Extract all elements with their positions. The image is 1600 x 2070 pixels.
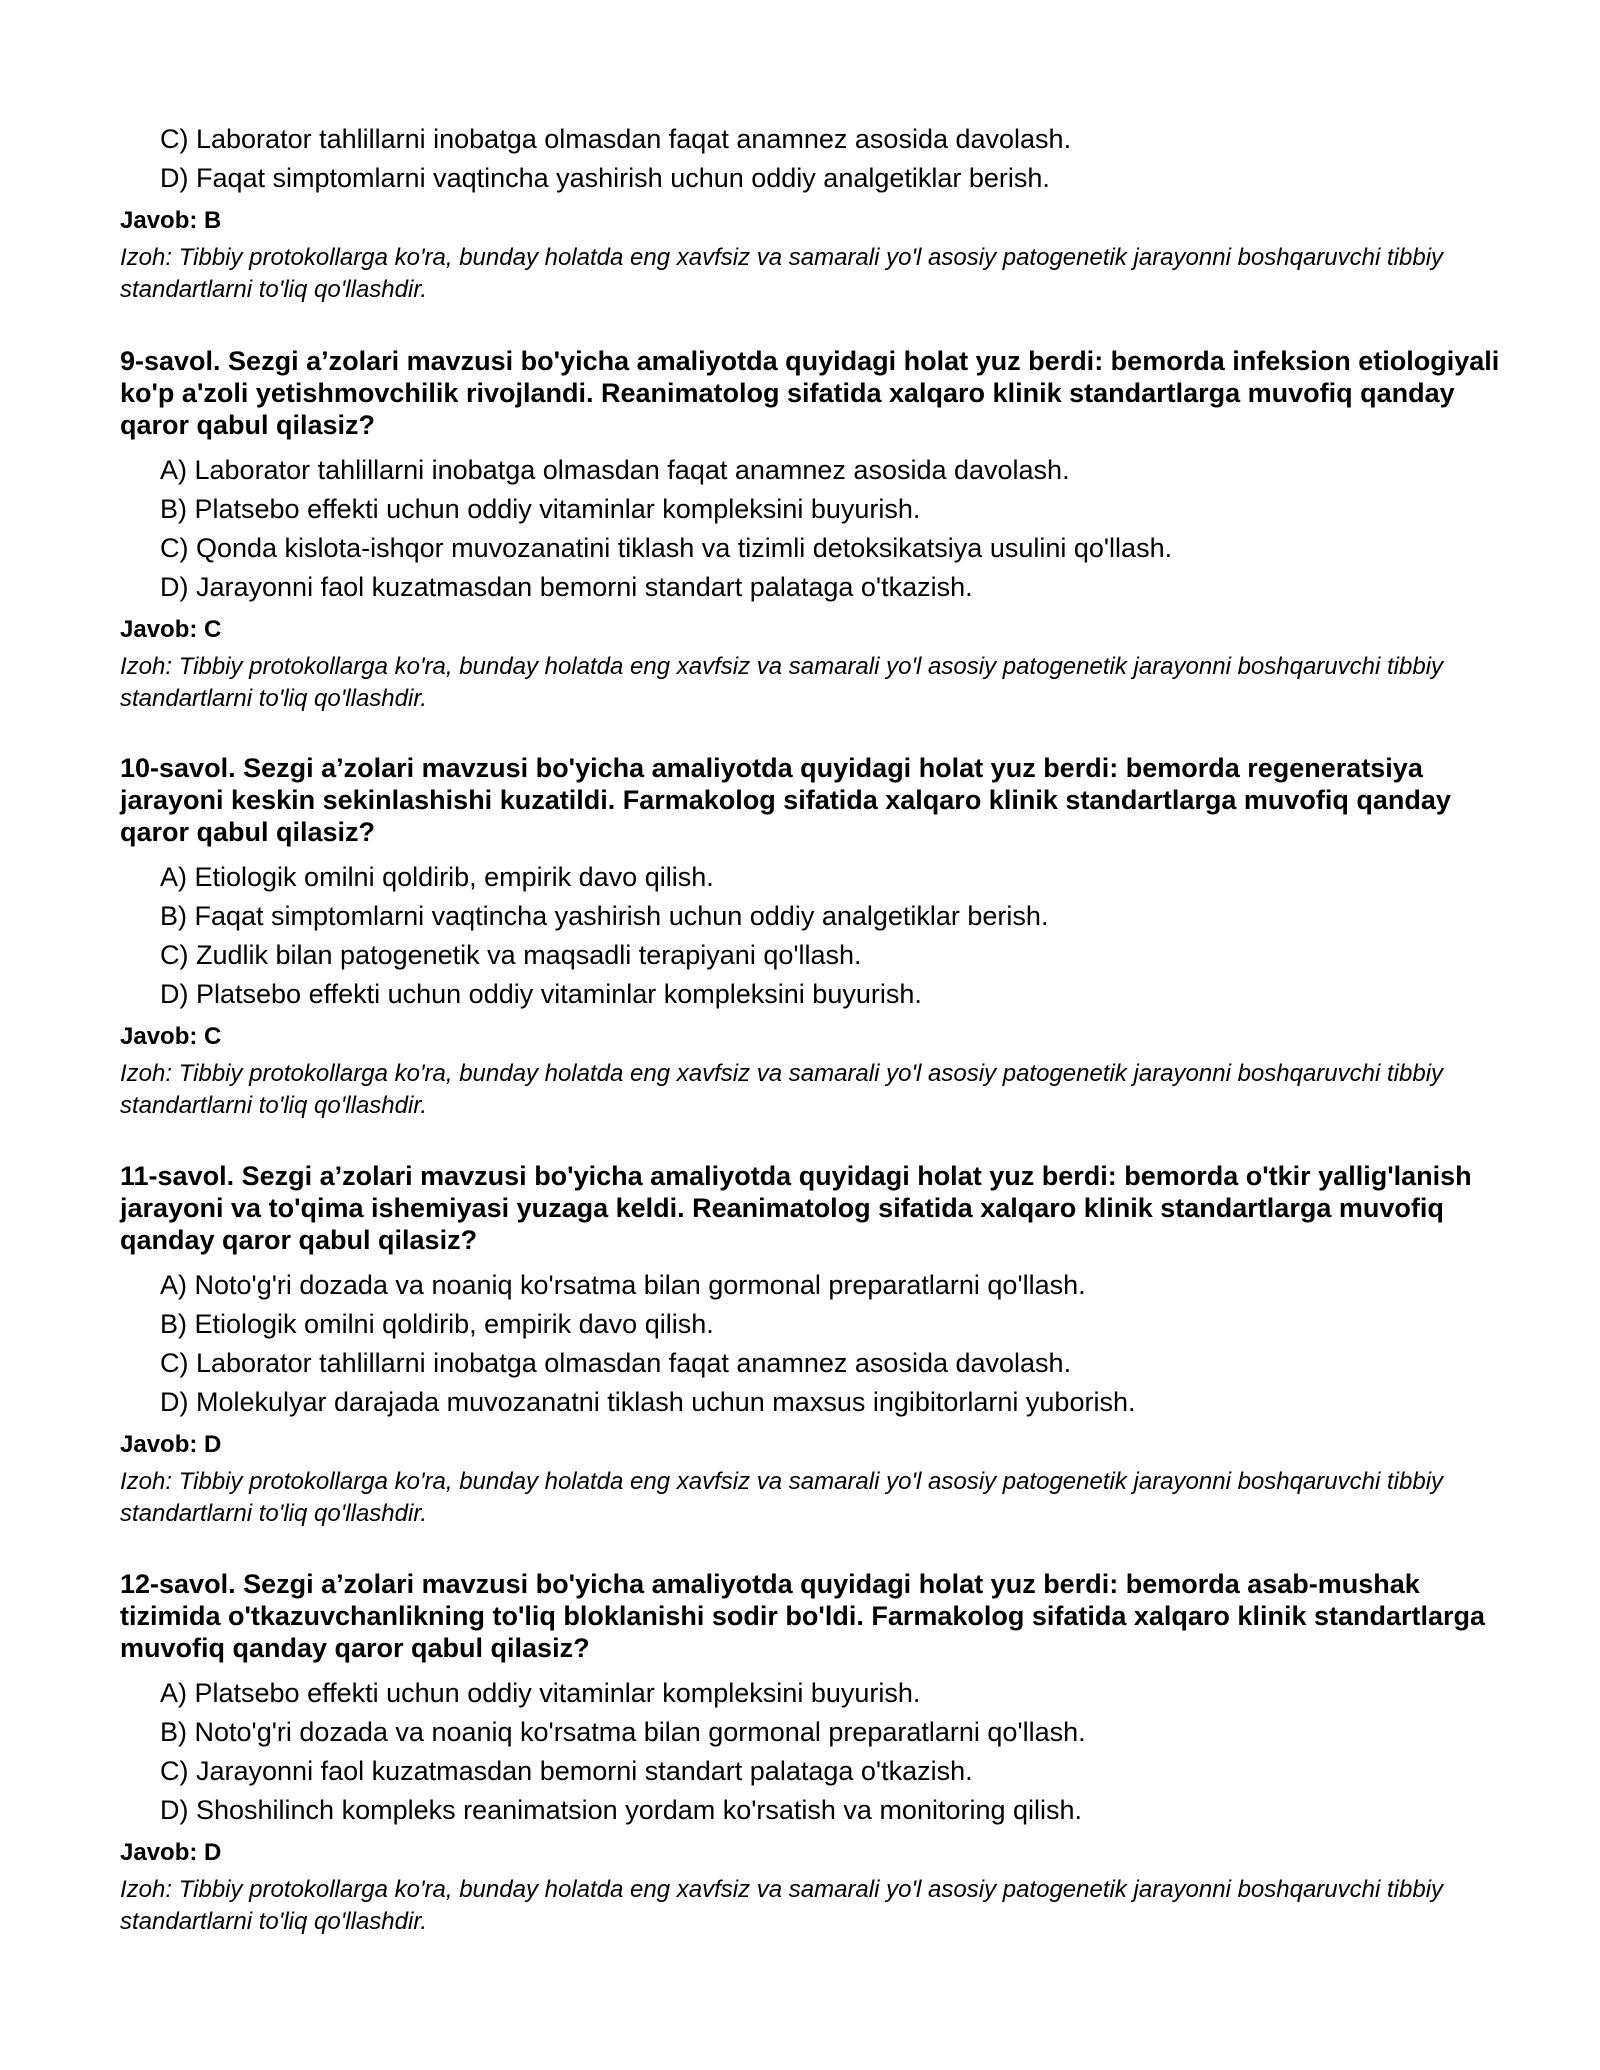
option-b: B) Noto'g'ri dozada va noaniq ko'rsatma bilan gormonal preparatlarni qo'llash. [160, 1717, 1086, 1747]
question-title: 12-savol. Sezgi a’zolari mavzusi bo'yicha amaliyotda quyidagi holat yuz berdi: bemorda asab-mushak tizimida o'tkazuvchanlikning to'liq bloklanishi sodir bo'ldi. Farmakolog sifatida xalqaro klinik standartlarga muvofiq qanday qaror qabul qilasiz? [120, 1569, 1486, 1663]
answer-label: Javob: D [120, 1839, 222, 1866]
option-b: B) Platsebo effekti uchun oddiy vitaminlar kompleksini buyurish. [160, 494, 921, 524]
option-c: C) Laborator tahlillarni inobatga olmasdan faqat anamnez asosida davolash. [160, 1348, 1072, 1378]
option-d: D) Platsebo effekti uchun oddiy vitaminlar kompleksini buyurish. [160, 979, 922, 1009]
option-c: C) Qonda kislota-ishqor muvozanatini tiklash va tizimli detoksikatsiya usulini qo'llash. [160, 533, 1173, 563]
option-d: D) Shoshilinch kompleks reanimatsion yordam ko'rsatish va monitoring qilish. [160, 1795, 1083, 1825]
question-title: 11-savol. Sezgi a’zolari mavzusi bo'yicha amaliyotda quyidagi holat yuz berdi: bemorda o'tkir yallig'lanish jarayoni va to'qima ishemiyasi yuzaga keldi. Reanimatolog sifatida xalqaro klinik standartlarga muvofiq qanday qaror qabul qilasiz? [120, 1161, 1472, 1255]
option-a: A) Laborator tahlillarni inobatga olmasdan faqat anamnez asosida davolash. [160, 455, 1070, 485]
explanation-note: Izoh: Tibbiy protokollarga ko'ra, bunday holatda eng xavfsiz va samarali yo'l asosiy patogenetik jarayonni boshqaruvchi tibbiy standartlarni to'liq qo'llashdir. [120, 244, 1444, 303]
explanation-note: Izoh: Tibbiy protokollarga ko'ra, bunday holatda eng xavfsiz va samarali yo'l asosiy patogenetik jarayonni boshqaruvchi tibbiy standartlarni to'liq qo'llashdir. [120, 653, 1444, 712]
question-8-continuation [120, 120, 1500, 306]
answer-label: Javob: C [120, 1023, 222, 1050]
question-8-options [120, 120, 1500, 198]
question-options [120, 451, 1500, 607]
answer-label: Javob: D [120, 1431, 222, 1458]
option-b: B) Faqat simptomlarni vaqtincha yashirish uchun oddiy analgetiklar berish. [160, 901, 1049, 931]
explanation-note: Izoh: Tibbiy protokollarga ko'ra, bunday holatda eng xavfsiz va samarali yo'l asosiy patogenetik jarayonni boshqaruvchi tibbiy standartlarni to'liq qo'llashdir. [120, 1060, 1444, 1119]
option-a: A) Etiologik omilni qoldirib, empirik davo qilish. [160, 862, 714, 892]
question-11 [120, 1160, 1500, 1530]
question-10 [120, 752, 1500, 1122]
option-c: C) Laborator tahlillarni inobatga olmasdan faqat anamnez asosida davolash. [160, 124, 1072, 154]
option-a: A) Platsebo effekti uchun oddiy vitaminlar kompleksini buyurish. [160, 1678, 921, 1708]
option-c: C) Jarayonni faol kuzatmasdan bemorni standart palataga o'tkazish. [160, 1756, 973, 1786]
question-options [120, 858, 1500, 1014]
question-9 [120, 345, 1500, 715]
question-options [120, 1674, 1500, 1830]
answer-label: Javob: B [120, 207, 222, 234]
explanation-note: Izoh: Tibbiy protokollarga ko'ra, bunday holatda eng xavfsiz va samarali yo'l asosiy patogenetik jarayonni boshqaruvchi tibbiy standartlarni to'liq qo'llashdir. [120, 1876, 1444, 1935]
option-d: D) Faqat simptomlarni vaqtincha yashirish uchun oddiy analgetiklar berish. [160, 163, 1050, 193]
option-a: A) Noto'g'ri dozada va noaniq ko'rsatma bilan gormonal preparatlarni qo'llash. [160, 1270, 1086, 1300]
option-c: C) Zudlik bilan patogenetik va maqsadli terapiyani qo'llash. [160, 940, 862, 970]
question-title: 9-savol. Sezgi a’zolari mavzusi bo'yicha amaliyotda quyidagi holat yuz berdi: bemorda infeksion etiologiyali ko'p a'zoli yetishmovchilik rivojlandi. Reanimatolog sifatida xalqaro klinik standartlarga muvofiq qanday qaror qabul qilasiz? [120, 346, 1500, 440]
question-options [120, 1266, 1500, 1422]
option-d: D) Jarayonni faol kuzatmasdan bemorni standart palataga o'tkazish. [160, 572, 973, 602]
option-d: D) Molekulyar darajada muvozanatni tiklash uchun maxsus ingibitorlarni yuborish. [160, 1387, 1136, 1417]
question-12 [120, 1568, 1500, 1938]
option-b: B) Etiologik omilni qoldirib, empirik davo qilish. [160, 1309, 714, 1339]
question-title: 10-savol. Sezgi a’zolari mavzusi bo'yicha amaliyotda quyidagi holat yuz berdi: bemorda regeneratsiya jarayoni keskin sekinlashishi kuzatildi. Farmakolog sifatida xalqaro klinik standartlarga muvofiq qanday qaror qabul qilasiz? [120, 753, 1451, 847]
explanation-note: Izoh: Tibbiy protokollarga ko'ra, bunday holatda eng xavfsiz va samarali yo'l asosiy patogenetik jarayonni boshqaruvchi tibbiy standartlarni to'liq qo'llashdir. [120, 1468, 1444, 1527]
answer-label: Javob: C [120, 616, 222, 643]
